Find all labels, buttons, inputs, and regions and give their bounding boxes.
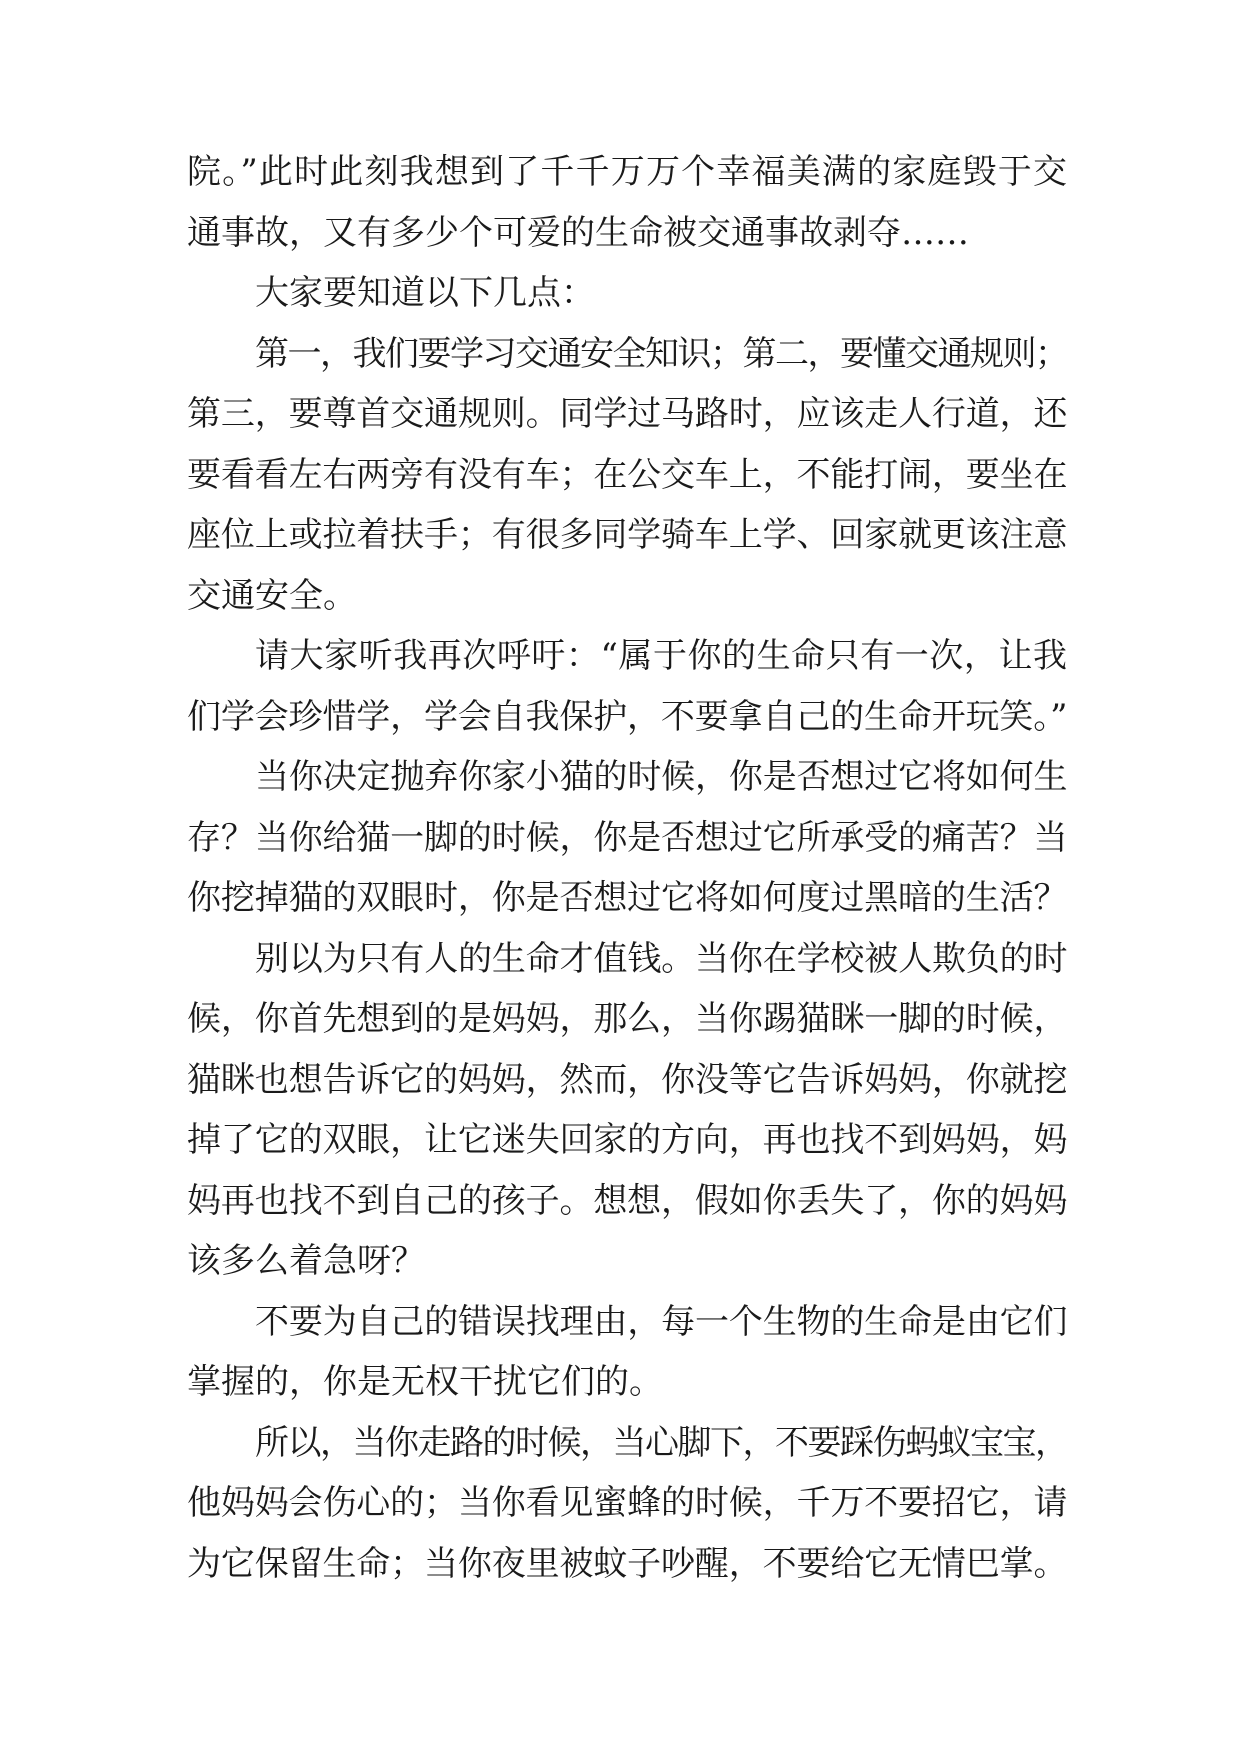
text-line: 所以，当你走路的时候，当心脚下，不要踩伤蚂蚁宝宝， [255,1422,1068,1463]
text-line: 第三，要尊首交通规则。同学过马路时，应该走人行道，还 [187,394,1067,434]
paragraph [187,747,1067,929]
paragraph [187,142,1067,263]
text-line: 他妈妈会伤心的；当你看见蜜蜂的时候，千万不要招它，请 [187,1483,1067,1523]
text-line: 通事故，又有多少个可爱的生命被交通事故剥夺…… [187,212,969,253]
text-line: 存？当你给猫一脚的时候，你是否想过它所承受的痛苦？当 [187,817,1067,858]
text-line: 不要为自己的错误找理由，每一个生物的生命是由它们 [255,1301,1067,1342]
text-line: 妈再也找不到自己的孩子。想想，假如你丢失了，你的妈妈 [187,1180,1067,1221]
text-line: 为它保留生命；当你夜里被蚊子吵醒，不要给它无情巴掌。 [187,1543,1067,1584]
text-line: 当你决定抛弃你家小猫的时候，你是否想过它将如何生 [255,757,1067,797]
paragraph [187,1413,1067,1595]
text-line: 别以为只有人的生命才值钱。当你在学校被人欺负的时 [255,938,1067,979]
paragraph [187,1292,1067,1413]
document-body [187,142,1067,1594]
text-line: 第一，我们要学习交通安全知识；第二，要懂交通规则； [255,333,1068,374]
text-line: 大家要知道以下几点： [255,273,595,313]
text-line: 候，你首先想到的是妈妈，那么，当你踢猫眯一脚的时候， [187,999,1067,1039]
text-line: 们学会珍惜学，学会自我保护，不要拿自己的生命开玩笑。” [187,696,1067,737]
text-line: 交通安全。 [187,575,357,616]
text-line: 该多么着急呀？ [187,1241,425,1281]
text-line: 猫眯也想告诉它的妈妈，然而，你没等它告诉妈妈，你就挖 [187,1059,1067,1100]
text-line: 院。”此时此刻我想到了千千万万个幸福美满的家庭毁于交 [187,152,1067,192]
paragraph [187,263,1067,324]
text-line: 请大家听我再次呼吁：“属于你的生命只有一次，让我 [255,636,1067,676]
text-line: 你挖掉猫的双眼时，你是否想过它将如何度过黑暗的生活？ [187,878,1067,918]
text-line: 座位上或拉着扶手；有很多同学骑车上学、回家就更该注意 [187,515,1067,555]
paragraph [187,929,1067,1292]
text-line: 要看看左右两旁有没有车；在公交车上，不能打闹，要坐在 [187,454,1067,495]
text-line: 掉了它的双眼，让它迷失回家的方向，再也找不到妈妈，妈 [187,1120,1067,1160]
text-line: 掌握的，你是无权干扰它们的。 [187,1362,663,1402]
paragraph [187,324,1067,627]
paragraph [187,626,1067,747]
